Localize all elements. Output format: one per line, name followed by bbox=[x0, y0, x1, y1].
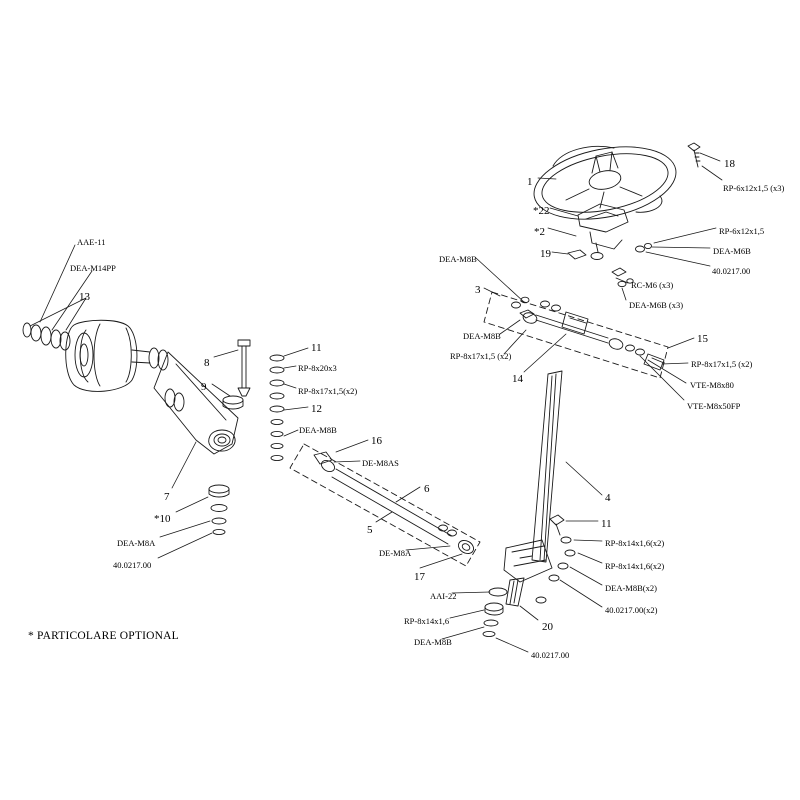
item-number-n8: 8 bbox=[204, 357, 210, 369]
steering-column-graphic bbox=[483, 371, 575, 637]
part-code-c_rp8x20x3: RP-8x20x3 bbox=[298, 363, 337, 373]
part-code-c_rp6x12: RP-6x12x1,5 (x3) bbox=[723, 183, 785, 193]
item-number-n17: 17 bbox=[414, 571, 425, 583]
item-number-n19: 19 bbox=[540, 248, 551, 260]
part-code-c_aae11: AAE-11 bbox=[77, 237, 106, 247]
item-number-n2: *2 bbox=[534, 226, 545, 238]
part-code-c_rp8x14b: RP-8x14x1,6(x2) bbox=[605, 561, 665, 571]
part-code-c_rcm6: RC-M6 (x3) bbox=[631, 280, 674, 290]
item-number-n1: 1 bbox=[527, 176, 533, 188]
item-number-n22: *22 bbox=[533, 205, 550, 217]
part-code-c_deam14pp: DEA-M14PP bbox=[70, 263, 116, 273]
part-code-c_vtem8x80: VTE-M8x80 bbox=[690, 380, 734, 390]
part-code-c_vtem8x50fp: VTE-M8x50FP bbox=[687, 401, 741, 411]
item-number-n10: *10 bbox=[154, 513, 171, 525]
part-code-c_4002174: 40.0217.00 bbox=[531, 650, 570, 660]
part-code-c_rp8x17x15: RP-8x17x1,5 (x2) bbox=[450, 351, 512, 361]
footnote-optional: * PARTICOLARE OPTIONAL bbox=[28, 630, 179, 642]
item-number-n5: 5 bbox=[367, 524, 373, 536]
item-number-n16: 16 bbox=[371, 435, 382, 447]
bolt-18-graphic bbox=[688, 143, 700, 167]
item-number-n7: 7 bbox=[164, 491, 170, 503]
washer-stack-graphic bbox=[270, 355, 284, 461]
part-code-c_rp6x12b: RP-6x12x1,5 bbox=[719, 226, 765, 236]
item-number-n9: 9 bbox=[201, 381, 207, 393]
part-code-c_deam8bx2: DEA-M8B(x2) bbox=[605, 583, 657, 593]
part-code-c_aai22: AAI-22 bbox=[430, 591, 457, 601]
item-number-n15: 15 bbox=[697, 333, 708, 345]
part-code-c_deam6bx3: DEA-M6B (x3) bbox=[629, 300, 684, 310]
part-code-c_deam8b_t: DEA-M8B bbox=[439, 254, 477, 264]
part-code-c_dem8a: DE-M8A bbox=[379, 548, 412, 558]
item-number-n11b: 11 bbox=[601, 518, 612, 530]
part-code-c_deam8b_t2: DEA-M8B bbox=[463, 331, 501, 341]
part-code-c_rp8x14x16: RP-8x14x1,6 bbox=[404, 616, 450, 626]
leader-lines bbox=[30, 153, 722, 652]
item-number-n6: 6 bbox=[424, 483, 430, 495]
item-number-n11a: 11 bbox=[311, 342, 322, 354]
part-code-c_rp8x17a: RP-8x17x1,5(x2) bbox=[298, 386, 358, 396]
part-code-c_dem8as: DE-M8AS bbox=[362, 458, 399, 468]
part-code-c_4002173: 40.0217.00(x2) bbox=[605, 605, 658, 615]
item-number-n14: 14 bbox=[512, 373, 523, 385]
item-number-n3: 3 bbox=[475, 284, 481, 296]
item-number-n4: 4 bbox=[605, 492, 611, 504]
part-code-c_deam8b_l: DEA-M8B bbox=[299, 425, 337, 435]
lower-washers-graphic bbox=[209, 485, 229, 535]
part-code-c_deam6b: DEA-M6B bbox=[713, 246, 751, 256]
part-code-c_deam8b_b: DEA-M8B bbox=[414, 637, 452, 647]
part-code-c_deam8a: DEA-M8A bbox=[117, 538, 156, 548]
item-number-n12: 12 bbox=[311, 403, 322, 415]
part-code-c_rp8x14a: RP-8x14x1,6(x2) bbox=[605, 538, 665, 548]
part-code-c_4002172: 40.0217.00 bbox=[712, 266, 751, 276]
part-code-c_rp8x17x2: RP-8x17x1,5 (x2) bbox=[691, 359, 753, 369]
item-number-n18: 18 bbox=[724, 158, 735, 170]
part-code-c_4002171: 40.0217.00 bbox=[113, 560, 152, 570]
item-number-n20: 20 bbox=[542, 621, 553, 633]
steering-wheel-graphic bbox=[528, 136, 682, 230]
item-number-n13: 13 bbox=[79, 291, 90, 303]
